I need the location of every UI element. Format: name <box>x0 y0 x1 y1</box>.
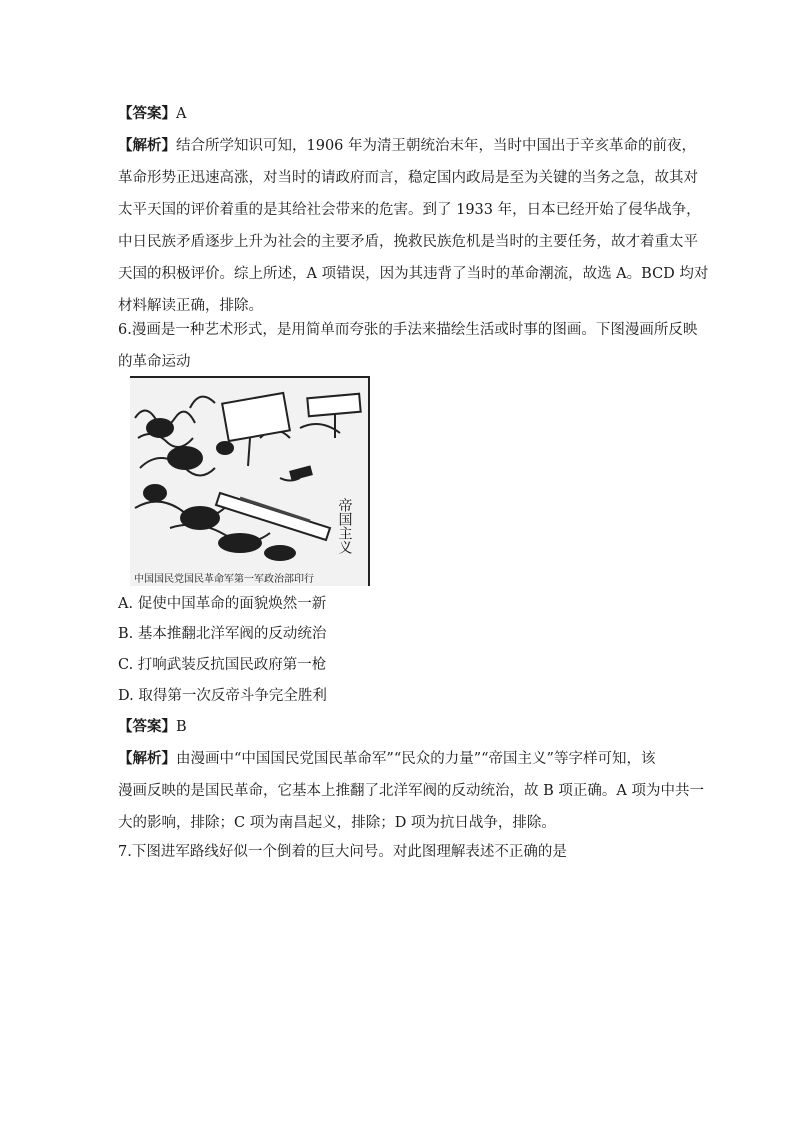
q6-stem-line: 6.漫画是一种艺术形式，是用简单而夸张的手法来描绘生活或时事的图画。下图漫画所反映 <box>118 322 698 338</box>
cartoon-drawing <box>130 378 368 586</box>
answer-label: 【答案】 <box>118 718 176 735</box>
cartoon-caption: 中国国民党国民革命军第一军政治部印行 <box>134 574 314 585</box>
option-d: D. 取得第一次反帝斗争完全胜利 <box>118 688 327 704</box>
q6-stem-line: 的革命运动 <box>118 354 191 370</box>
imperialism-label <box>337 497 353 554</box>
q5-analysis-line: 太平天国的评价着重的是其给社会带来的危害。到了 1933 年，日本已经开始了侵华战争， <box>118 202 701 218</box>
q5-analysis-line: 材料解读正确，排除。 <box>118 298 263 314</box>
q6-answer <box>118 717 678 737</box>
analysis-label: 【解析】 <box>118 137 176 154</box>
answer-value: A <box>176 106 187 122</box>
svg-text:帝国主义: 帝国主义 <box>336 498 352 554</box>
answer-label: 【答案】 <box>118 105 176 122</box>
q5-analysis-line: 【解析】结合所学知识可知，1906 年为清王朝统治末年，当时中国出于辛亥革命的前夜， <box>118 137 697 154</box>
q5-analysis-line: 天国的积极评价。综上所述，A 项错误，因为其违背了当时的革命潮流，故选 A。BCD 均对 <box>118 266 709 282</box>
q6-analysis-line: 【解析】由漫画中“中国国民党国民革命军”“民众的力量”“帝国主义”等字样可知，该 <box>118 750 656 767</box>
revolution-cartoon-image <box>130 376 370 586</box>
q6-analysis-line: 漫画反映的是国民革命，它基本上推翻了北洋军阀的反动统治，故 B 项正确。A 项为中共一 <box>118 783 704 799</box>
protest-sign <box>222 393 290 441</box>
q7-stem: 7.下图进军路线好似一个倒着的巨大问号。对此图理解表述不正确的是 <box>118 844 567 860</box>
option-c: C. 打响武装反抗国民政府第一枪 <box>118 657 327 673</box>
option-b: B. 基本推翻北洋军阀的反动统治 <box>118 626 327 642</box>
banner-strip <box>216 493 330 540</box>
top-sign <box>307 394 360 416</box>
q5-answer <box>118 104 678 124</box>
q5-analysis-line: 中日民族矛盾逐步上升为社会的主要矛盾，挽救民族危机是当时的主要任务，故才着重太平 <box>118 234 698 250</box>
analysis-label: 【解析】 <box>118 750 176 767</box>
q6-analysis-line: 大的影响，排除；C 项为南昌起义，排除；D 项为抗日战争，排除。 <box>118 815 556 831</box>
answer-value: B <box>176 719 187 735</box>
option-a: A. 促使中国革命的面貌焕然一新 <box>118 596 327 612</box>
q5-analysis-line: 革命形势正迅速高涨，对当时的请政府而言，稳定国内政局是至为关键的当务之急，故其对 <box>118 170 698 186</box>
